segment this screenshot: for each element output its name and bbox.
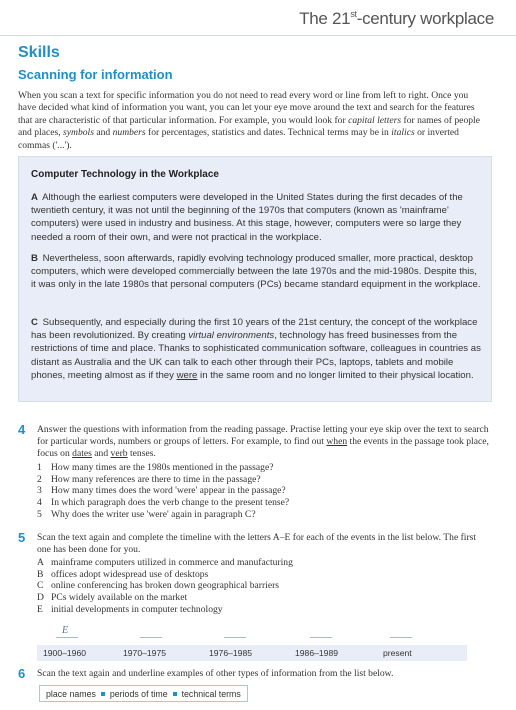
- tag-periods-of-time: periods of time: [109, 689, 168, 699]
- paragraph-c: C Subsequently, and especially during the first 10 years of the 21st century, the concept of the workplace has been revolutionized. By creating virtual environments, technology has freed businesses from the restrictions of time and place. Thanks to sophisticated communication software, colleagues in countries as distant as Australia and the UK can talk to each other through their PCs, laptops, tablets and mobile phones, meeting almost as if they were in the same room and no longer limited to their physical location.: [31, 317, 481, 381]
- timeline-bar: [37, 645, 467, 661]
- list-item: 5 Why does the writer use 'were' again in paragraph C?: [37, 508, 256, 520]
- list-item: 4 In which paragraph does the verb change to the present tense?: [37, 497, 290, 509]
- answer-blank-5[interactable]: [390, 637, 412, 638]
- list-item: 1 How many times are the 1980s mentioned in the passage?: [37, 462, 274, 473]
- tag-place-names: place names: [46, 689, 96, 699]
- timeline-label: 1986–1989: [295, 648, 339, 658]
- list-item: D PCs widely available on the market: [37, 592, 188, 604]
- timeline-answer-blanks: [40, 625, 470, 641]
- paragraph-b: B Nevertheless, soon afterwards, rapidly evolving technology produced smaller, more practical, desktop computers, which were developed commercially between the late 1970s and the mid-1980s. Despite this, it was only in the late 1980s that personal computers (PCs) became standard equipment in the workplace.: [31, 253, 481, 291]
- square-bullet-icon: [173, 692, 177, 696]
- list-item: C online conferencing has broken down geographical barriers: [37, 580, 280, 592]
- list-item: A mainframe computers utilized in commerce and manufacturing: [37, 557, 293, 568]
- paragraph-a: A Although the earliest computers were developed in the United States during the first decades of the twentieth century, it was not until the beginning of the 1970s that computers (known as 'mainframe' computers) were used in industry and business. At this stage, however, computers were so large they needed a room of their own, and were not practical in the workplace.: [31, 192, 463, 243]
- answer-blank-4[interactable]: [310, 637, 332, 638]
- section-subheading: Scanning for information: [18, 67, 173, 82]
- header-divider: [0, 35, 516, 36]
- question-4-instructions: Answer the questions with information from the reading passage. Practise letting your eye skip over the text to search for particular words, numbers or groups of letters. For example, to find out when the events in the passage took place, focus on dates and verb tenses.: [37, 424, 489, 459]
- answer-example: E: [62, 625, 69, 636]
- answer-blank-2[interactable]: [140, 637, 162, 638]
- question-5-list: [37, 557, 293, 616]
- question-4-number: 4: [18, 422, 26, 437]
- tag-technical-terms: technical terms: [181, 689, 241, 699]
- list-item: E initial developments in computer technology: [37, 603, 223, 615]
- square-bullet-icon: [101, 692, 105, 696]
- page-header-title: The 21st-century workplace: [299, 9, 494, 28]
- list-item: 2 How many references are there to time in the passage?: [37, 473, 261, 485]
- question-5-instructions: Scan the text again and complete the timeline with the letters A–E for each of the events in the list below. The first one has been done for you.: [37, 532, 477, 555]
- timeline-label: present: [383, 648, 412, 658]
- section-heading: Skills: [18, 44, 60, 61]
- question-6-number: 6: [18, 666, 26, 681]
- intro-paragraph: When you scan a text for specific information you do not need to read every word or line from left to right. Once you have decided what kind of information you want, you can let your eye move around the text and search for the features that are characteristic of that particular information. For example, you would look for capital letters for names of people and places, symbols and numbers for percentages, statistics and dates. Technical terms may be in italics or inverted commas ('...').: [18, 90, 480, 151]
- question-4-list: [37, 462, 289, 521]
- timeline-label: 1976–1985: [209, 648, 253, 658]
- list-item: 3 How many times does the word 'were' appear in the passage?: [37, 485, 286, 497]
- reading-passage-box: [18, 156, 492, 402]
- reading-passage-title: Computer Technology in the Workplace: [31, 169, 219, 180]
- page-header: [0, 0, 516, 36]
- answer-blank-1[interactable]: [56, 637, 78, 638]
- question-6-instructions: Scan the text again and underline examples of other types of information from the list below.: [37, 668, 394, 679]
- question-5-number: 5: [18, 530, 26, 545]
- timeline-label: 1900–1960: [43, 648, 87, 658]
- information-types-box: [39, 685, 248, 702]
- list-item: B offices adopt widespread use of desktops: [37, 568, 209, 580]
- timeline-label: 1970–1975: [123, 648, 167, 658]
- answer-blank-3[interactable]: [224, 637, 246, 638]
